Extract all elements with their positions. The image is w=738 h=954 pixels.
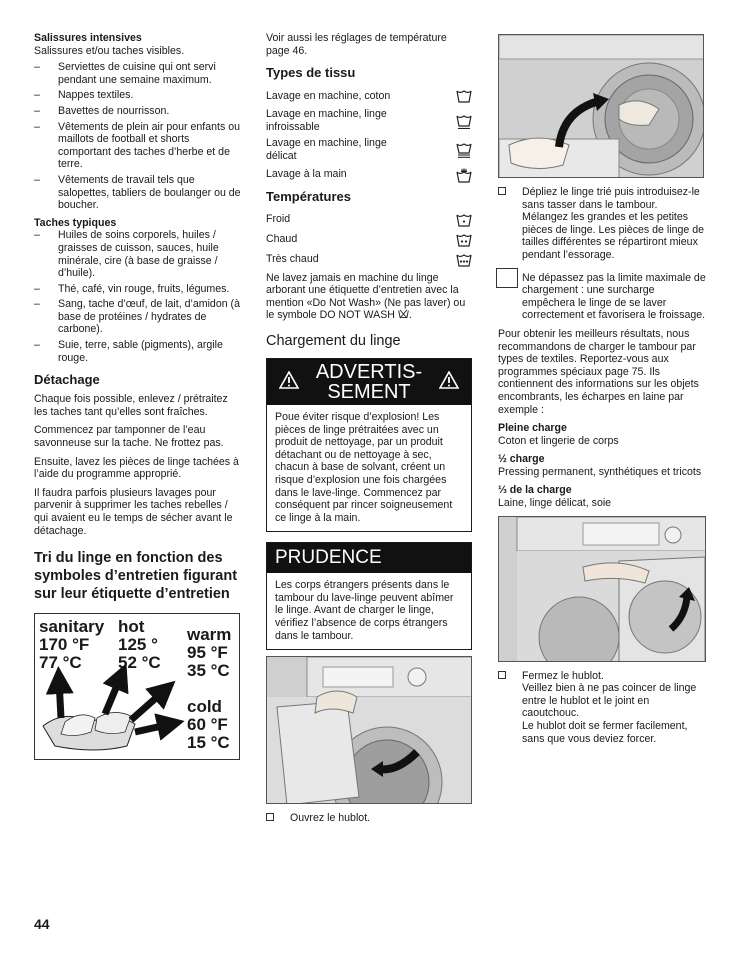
third-load-desc: Laine, linge délicat, soie bbox=[498, 497, 612, 510]
column-middle bbox=[266, 32, 472, 825]
list-item: – Huiles de soins corporels, huiles / graisses de cuisson, sauces, huile minérale, cire (à base de graisse / d’huile). bbox=[34, 229, 241, 279]
close-door-illustration bbox=[498, 516, 706, 662]
temp-settings-ref: Voir aussi les réglages de température page 46. bbox=[266, 32, 447, 57]
typical-stains-heading: Taches typiques bbox=[34, 216, 117, 229]
third-load-heading: ⅓ de la charge bbox=[498, 484, 572, 497]
intensive-soil-list bbox=[34, 61, 241, 212]
loading-heading: Chargement du linge bbox=[266, 332, 401, 349]
warning-title-line1: ADVERTIS- bbox=[315, 360, 423, 383]
wash-two-dots-icon bbox=[456, 232, 472, 248]
temp-row-cold bbox=[266, 212, 472, 228]
care-label: Lavage en machine, coton bbox=[266, 89, 391, 102]
caution-header: PRUDENCE bbox=[267, 543, 471, 573]
detachage-p1: Chaque fois possible, enlevez / prétraitez les taches tant qu’elles sont fraîches. bbox=[34, 393, 228, 418]
sorting-illustration bbox=[34, 613, 240, 760]
wash-one-dot-icon bbox=[456, 212, 472, 228]
step-close-door: Fermez le hublot. Veillez bien à ne pas coincer de linge entre le hublot et le joint en caoutchouc. Le hublot doit se fermer facilement, sans que vous deviez forcer. bbox=[498, 670, 706, 746]
typical-stains-list bbox=[34, 229, 241, 364]
step-open-door: Ouvrez le hublot. bbox=[266, 812, 472, 825]
list-item: – Vêtements de travail tels que salopettes, tabliers de boulanger ou de boucher. bbox=[34, 174, 241, 212]
list-item: – Bavettes de nourrisson. bbox=[34, 105, 241, 118]
warning-text: Poue éviter risque d’explosion! Les pièces de linge prétraitées avec un produit de nettoyage, par un produit détachant ou de nettoyage à sec, chacun à base de solvant, créent un risque d’explosion une fois chargées dans le lave-linge. Commencez par conséquent par rincer soigneusement ce linge à la main. bbox=[275, 410, 453, 524]
detachage-heading: Détachage bbox=[34, 372, 100, 388]
wash-tub-icon bbox=[456, 88, 472, 104]
list-item: – Vêtements de plein air pour enfants ou maillots de football et shorts comportant des taches d’herbe et de terre. bbox=[34, 121, 241, 171]
warning-triangle-icon bbox=[439, 371, 459, 389]
load-limit-note: Ne dépassez pas la limite maximale de chargement : une surcharge empêchera le linge de se laver correctement et favorisera le froissage. bbox=[498, 272, 706, 322]
wash-tub-bar-icon bbox=[456, 113, 472, 129]
detachage-p2: Commencez par tamponner de l’eau savonneuse sur la tache. Ne frottez pas. bbox=[34, 424, 224, 450]
hot-f: 125 ° bbox=[118, 635, 158, 655]
hot-c: 52 °C bbox=[118, 653, 161, 673]
warning-box bbox=[266, 358, 472, 532]
warning-title-line2: SEMENT bbox=[327, 380, 411, 403]
textile-type-advice: Pour obtenir les meilleurs résultats, nous recommandons de charger le tambour par types de textiles. Reportez-vous aux programmes spéciaux page 75. Ils contiennent des informations sur les objets encombrants, les écharpes en laine par exemple : bbox=[498, 327, 699, 416]
list-item: – Serviettes de cuisine qui ont servi pendant une semaine maximum. bbox=[34, 61, 241, 86]
care-row-hand-wash bbox=[266, 167, 472, 183]
do-not-wash-icon bbox=[398, 309, 409, 319]
cold-f: 60 °F bbox=[187, 715, 228, 735]
half-load-desc: Pressing permanent, synthétiques et tricots bbox=[498, 465, 702, 478]
care-label: Lavage en machine, linge infroissable bbox=[266, 108, 387, 133]
caution-box bbox=[266, 542, 472, 650]
cold-c: 15 °C bbox=[187, 733, 230, 753]
warm-c: 35 °C bbox=[187, 661, 230, 681]
wash-three-dots-icon bbox=[456, 252, 472, 268]
care-label: Lavage en machine, linge délicat bbox=[266, 137, 387, 162]
warning-triangle-icon bbox=[279, 371, 299, 389]
open-door-illustration bbox=[266, 656, 472, 804]
warm-label: warm bbox=[187, 625, 232, 645]
warning-header bbox=[267, 359, 471, 405]
fabric-types-heading: Types de tissu bbox=[266, 65, 356, 81]
list-item: – Nappes textiles. bbox=[34, 89, 241, 102]
washer-close-door-drawing bbox=[499, 517, 706, 662]
half-load-heading: ½ charge bbox=[498, 453, 545, 466]
detachage-p3: Ensuite, lavez les pièces de linge tachées à l’aide du programme approprié. bbox=[34, 455, 239, 481]
wash-tub-double-bar-icon bbox=[456, 142, 472, 158]
sanitary-f: 170 °F bbox=[39, 635, 90, 655]
sorting-heading: Tri du linge en fonction des symboles d’entretien figurant sur leur étiquette d’entretien bbox=[34, 550, 238, 603]
detachage-p4: Il faudra parfois plusieurs lavages pour parvenir à supprimer les taches rebelles / qui avaient eu le temps de sécher avant le détachage. bbox=[34, 486, 233, 537]
temp-label: Très chaud bbox=[266, 253, 319, 266]
caution-text: Les corps étrangers présents dans le tambour du lave-linge peuvent abîmer le linge. Avant de charger le linge, vérifiez l’absence de corps étrangers dans le tambour. bbox=[275, 579, 454, 642]
list-item: – Suie, terre, sable (pigments), argile rouge. bbox=[34, 339, 241, 364]
sorting-arrows-laundry bbox=[35, 614, 240, 760]
washer-loading-drawing bbox=[499, 35, 704, 178]
hot-label: hot bbox=[118, 617, 145, 637]
intensive-soil-heading: Salissures intensives bbox=[34, 32, 142, 44]
sanitary-c: 77 °C bbox=[39, 653, 82, 673]
column-right bbox=[498, 34, 706, 745]
page-number: 44 bbox=[34, 916, 50, 932]
sanitary-label: sanitary bbox=[39, 617, 105, 637]
care-label: Lavage à la main bbox=[266, 168, 347, 181]
temp-row-warm bbox=[266, 232, 472, 248]
care-row-cotton bbox=[266, 88, 472, 104]
column-left bbox=[34, 32, 241, 760]
checkbox-bullet-icon bbox=[266, 813, 274, 821]
do-not-wash-text: Ne lavez jamais en machine du linge arborant une étiquette d’entretien avec la mention «Do Not Wash» (Ne pas laver) ou le symbole DO NOT WASH . bbox=[266, 271, 466, 322]
list-item: – Thé, café, vin rouge, fruits, légumes. bbox=[34, 283, 241, 296]
temperatures-heading: Températures bbox=[266, 188, 352, 204]
temp-label: Chaud bbox=[266, 233, 298, 246]
temp-row-hot bbox=[266, 252, 472, 268]
full-load-heading: Pleine charge bbox=[498, 422, 567, 435]
step-unfold-load: Dépliez le linge trié puis introduisez-le sans tasser dans le tambour. Mélangez les grandes et les petites pièces de linge. Les pièces de linge de tailles différentes se répartiront mieux pendant l’essorage. bbox=[498, 186, 706, 262]
care-row-delicate bbox=[266, 137, 472, 162]
temp-label: Froid bbox=[266, 213, 291, 226]
washer-open-door-drawing bbox=[267, 657, 472, 804]
checkbox-bullet-icon bbox=[498, 671, 506, 679]
intensive-soil-desc: Salissures et/ou taches visibles. bbox=[34, 44, 185, 57]
care-row-permanent-press bbox=[266, 108, 472, 133]
loading-laundry-illustration bbox=[498, 34, 704, 178]
warm-f: 95 °F bbox=[187, 643, 228, 663]
cold-label: cold bbox=[187, 697, 222, 717]
list-item: – Sang, tache d’œuf, de lait, d’amidon (à base de protéines / hydrates de carbone). bbox=[34, 298, 241, 336]
hand-wash-icon bbox=[456, 167, 472, 183]
checkbox-bullet-icon bbox=[498, 187, 506, 195]
note-box-icon bbox=[496, 268, 518, 288]
full-load-desc: Coton et lingerie de corps bbox=[498, 434, 619, 447]
